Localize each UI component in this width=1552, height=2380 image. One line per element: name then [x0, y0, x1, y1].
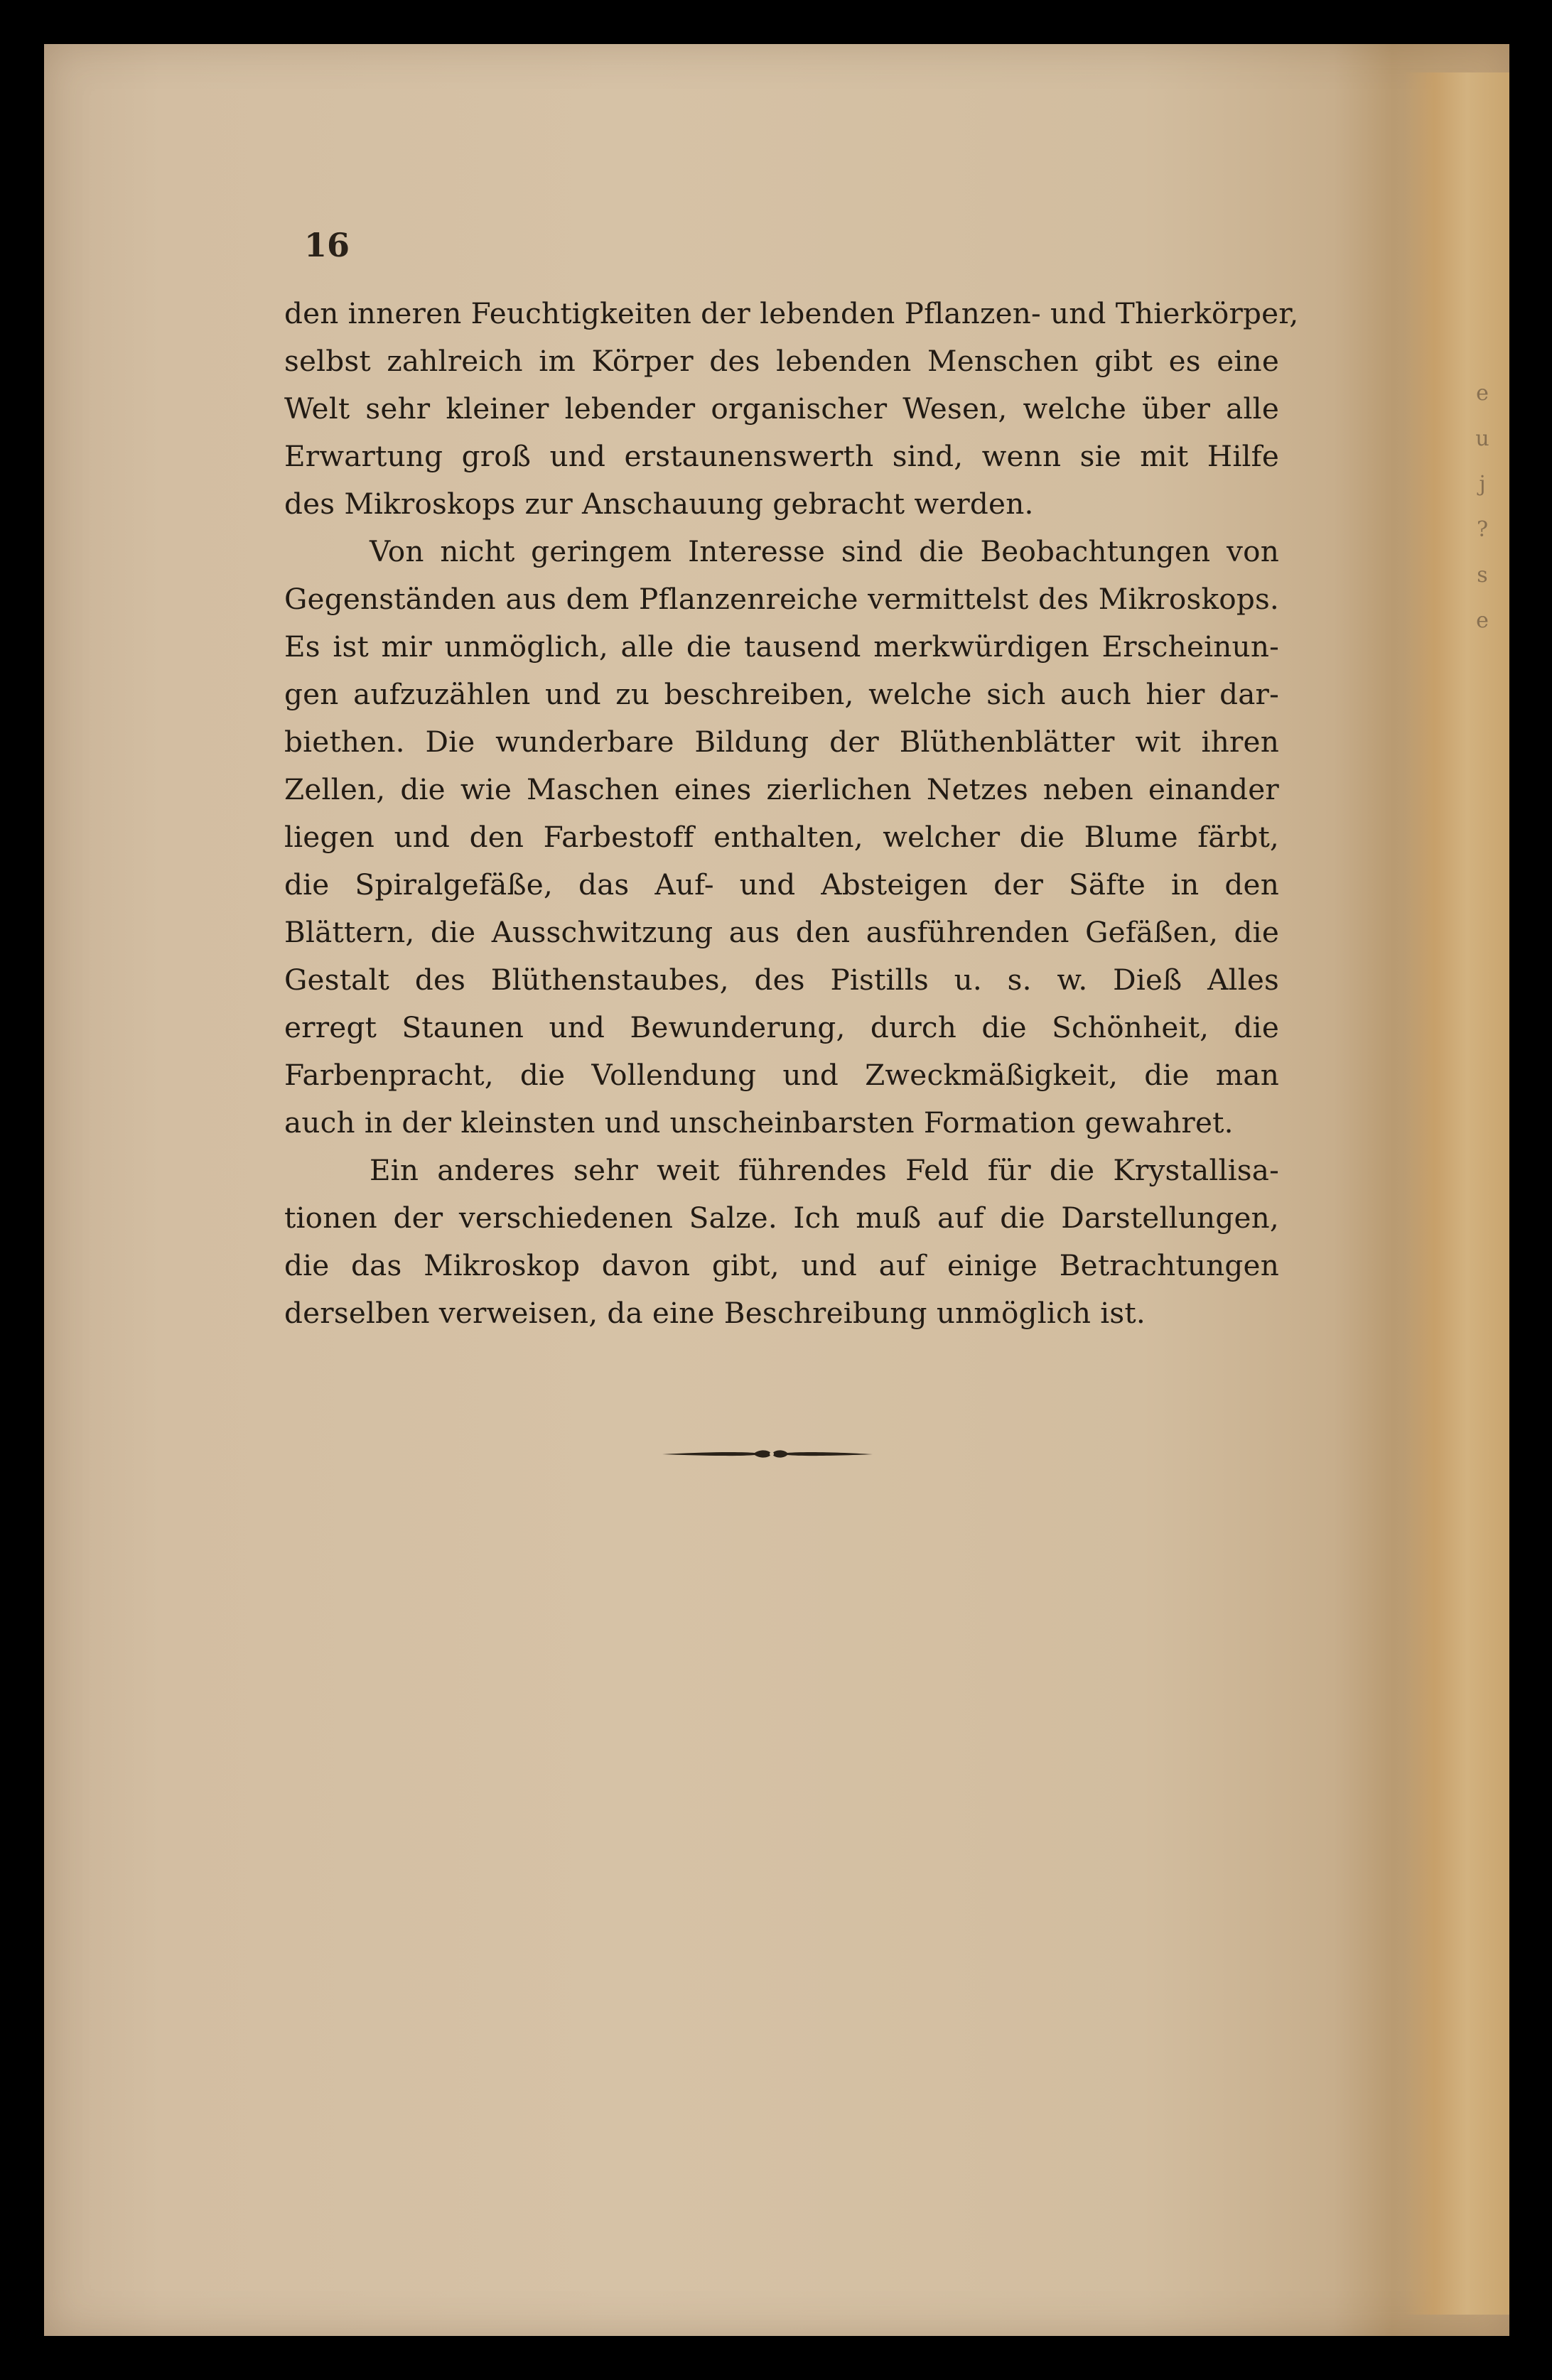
edge-letter: ?	[1476, 517, 1489, 542]
text-line: Gegenständen aus dem Pflanzenreiche vermittelst des Mikroskops.	[284, 582, 1279, 616]
body-text	[284, 290, 1299, 1337]
text-line: Erwartung groß und erstaunenswerth sind, wenn sie mit Hilfe	[284, 439, 1279, 473]
text-line: Welt sehr kleiner lebender organischer Wesen, welche über alle	[284, 391, 1279, 426]
text-line: auch in der kleinsten und unscheinbarsten Formation gewahret.	[284, 1105, 1234, 1140]
text-line: die das Mikroskop davon gibt, und auf einige Betrachtungen	[284, 1248, 1279, 1282]
edge-letter: e	[1476, 381, 1489, 406]
text-line: Es ist mir unmöglich, alle die tausend merkwürdigen Erscheinun-	[284, 629, 1279, 664]
page-edge	[1403, 72, 1509, 2315]
text-line: gen aufzuzählen und zu beschreiben, welche sich auch hier dar-	[284, 677, 1279, 711]
text-line: erregt Staunen und Bewunderung, durch die Schönheit, die	[284, 1010, 1279, 1044]
text-line: derselben verweisen, da eine Beschreibung unmöglich ist.	[284, 1296, 1146, 1330]
edge-letter: s	[1477, 563, 1488, 588]
page-number: 16	[304, 226, 350, 264]
text-line: biethen. Die wunderbare Bildung der Blüthenblätter wit ihren	[284, 725, 1279, 759]
text-line: tionen der verschiedenen Salze. Ich muß auf die Darstellungen,	[284, 1201, 1279, 1235]
ornament-divider	[661, 1444, 874, 1465]
text-line: Von nicht geringem Interesse sind die Beobachtungen von	[370, 534, 1279, 568]
edge-letter: e	[1476, 608, 1489, 633]
text-line: Zellen, die wie Maschen eines zierlichen Netzes neben einander	[284, 772, 1279, 806]
text-line: selbst zahlreich im Körper des lebenden Menschen gibt es eine	[284, 344, 1279, 378]
text-line: den inneren Feuchtigkeiten der lebenden Pflanzen- und Thierkörper,	[284, 296, 1299, 330]
text-line: liegen und den Farbestoff enthalten, welcher die Blume färbt,	[284, 820, 1279, 854]
edge-letter: j	[1479, 472, 1486, 497]
text-line: Farbenpracht, die Vollendung und Zweckmäßigkeit, die man	[284, 1058, 1279, 1092]
text-line: die Spiralgefäße, das Auf- und Absteigen der Säfte in den	[284, 867, 1279, 902]
edge-letter: u	[1475, 426, 1489, 451]
text-line: Ein anderes sehr weit führendes Feld für die Krystallisa-	[370, 1153, 1279, 1187]
text-line: Blättern, die Ausschwitzung aus den ausführenden Gefäßen, die	[284, 915, 1279, 949]
text-line: des Mikroskops zur Anschauung gebracht werden.	[284, 487, 1034, 521]
text-line: Gestalt des Blüthenstaubes, des Pistills u. s. w. Dieß Alles	[284, 963, 1279, 997]
bleed-through-letters	[1468, 371, 1497, 644]
